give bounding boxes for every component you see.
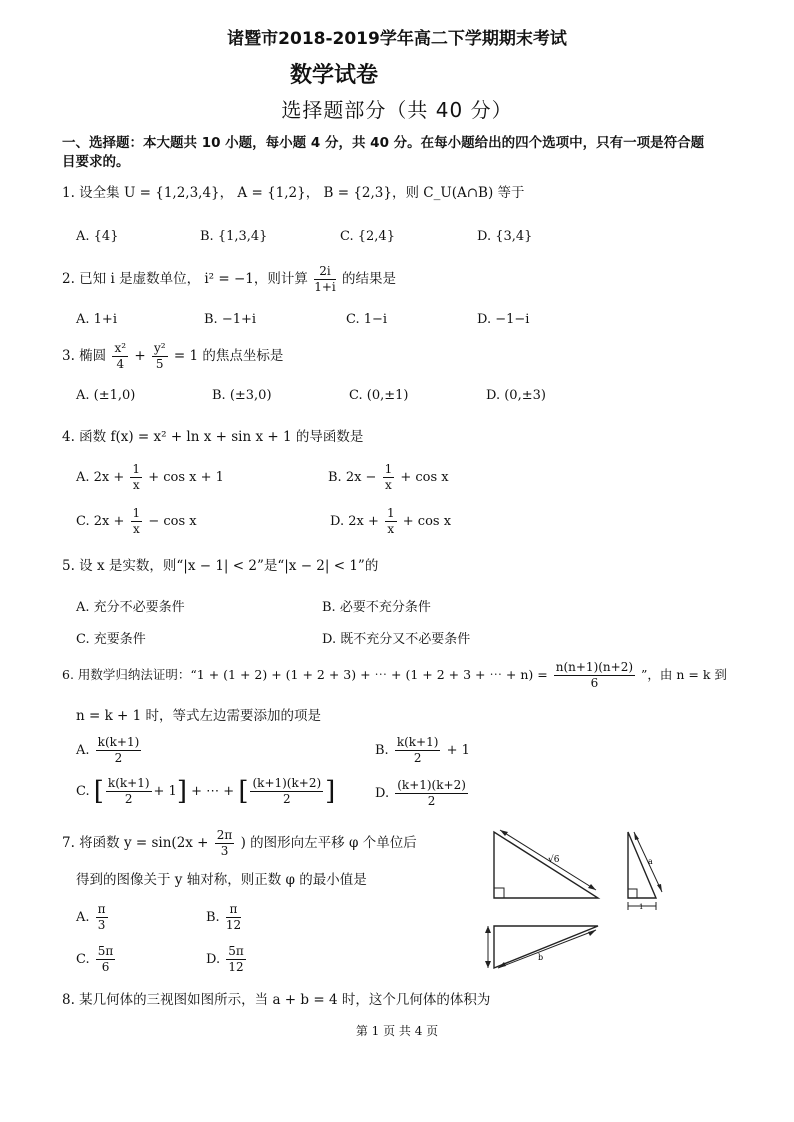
q2-text-after: 的结果是 <box>342 271 397 287</box>
q2-option-d: D. −1−i <box>477 312 530 327</box>
label-a: a <box>648 857 653 866</box>
question-8: 8. 某几何体的三视图如图所示，当 a + b = 4 时，这个几何体的体积为 <box>62 992 491 1008</box>
q3-f1-num: x² <box>114 341 127 355</box>
right-bracket-icon: ] <box>176 776 187 807</box>
q4-option-b <box>328 462 449 493</box>
q6-frac-den: 6 <box>590 676 599 690</box>
question-6-line2: n = k + 1 时，等式左边需要添加的项是 <box>76 708 322 724</box>
label-sqrt6: √6 <box>548 855 560 865</box>
q3-f2-num: y² <box>153 341 166 355</box>
q7-b-num: π <box>226 902 241 918</box>
q4-d-post: + cos x <box>402 514 452 529</box>
q4-a-fraction <box>130 462 142 493</box>
q2-option-a: A. 1+i <box>76 312 117 327</box>
q4-c-pre: C. 2x + <box>76 514 125 529</box>
q3-fraction-x <box>112 341 128 372</box>
part-title: 选择题部分（共 40 分） <box>281 98 513 122</box>
left-bracket-icon: [ <box>93 776 104 807</box>
q6-option-c <box>76 776 335 807</box>
q7-b-den: 12 <box>225 918 242 932</box>
q6-a-num: k(k+1) <box>97 735 140 749</box>
question-6 <box>62 660 727 691</box>
question-5: 5. 设 x 是实数，则“|x − 1| < 2”是“|x − 2| < 1”的 <box>62 558 379 574</box>
q4-d-fraction <box>385 506 397 537</box>
q7-option-a <box>76 902 110 933</box>
q4-a-pre: A. 2x + <box>76 470 125 485</box>
q6-option-a <box>76 735 143 766</box>
q3-option-a: A. (±1,0) <box>76 388 136 403</box>
q1-option-c: C. {2,4} <box>340 229 395 244</box>
q1-option-b: B. {1,3,4} <box>200 229 268 244</box>
q1-option-d: D. {3,4} <box>477 229 533 244</box>
q6-b-label: B. <box>375 743 389 758</box>
q3-fraction-y <box>152 341 168 372</box>
q6-a-den: 2 <box>114 751 123 765</box>
q5-option-a: A. 充分不必要条件 <box>76 600 185 615</box>
question-4: 4. 函数 f(x) = x² + ln x + sin x + 1 的导函数是 <box>62 429 364 445</box>
right-bracket-icon: ] <box>325 776 336 807</box>
q4-d-den: x <box>387 522 395 536</box>
q6-text-after: ”，由 n = k 到 <box>641 667 727 682</box>
q7-d-den: 12 <box>228 960 244 974</box>
q4-a-den: x <box>132 478 140 492</box>
question-2 <box>62 264 396 295</box>
q7-frac-den: 3 <box>220 844 229 858</box>
page-footer: 第 1 页 共 4 页 <box>355 1024 439 1038</box>
question-7 <box>62 828 417 859</box>
q7-a-fraction <box>96 902 108 933</box>
q6-c-fraction-2 <box>250 776 323 807</box>
q4-b-pre: B. 2x − <box>328 470 377 485</box>
q2-fraction <box>314 264 336 295</box>
q7-text-before: 7. 将函数 y = sin(2x + <box>62 835 209 851</box>
question-1: 1. 设全集 U = {1,2,3,4}， A = {1,2}， B = {2,3}，则 C_U(A∩B) 等于 <box>62 185 525 201</box>
q3-option-c: C. (0,±1) <box>349 388 409 403</box>
top-view <box>485 926 598 968</box>
left-bracket-icon: [ <box>238 776 249 807</box>
q6-b-fraction <box>395 735 441 766</box>
q3-plus: + <box>134 348 146 364</box>
question-7-line2: 得到的图像关于 y 轴对称，则正数 φ 的最小值是 <box>76 872 367 888</box>
q7-d-label: D. <box>206 952 221 967</box>
q4-option-d <box>330 506 451 537</box>
q4-b-den: x <box>385 478 392 492</box>
three-view-figure <box>476 822 684 980</box>
q4-d-num: 1 <box>387 506 395 520</box>
q6-text-before: 6. 用数学归纳法证明：“1 + (1 + 2) + (1 + 2 + 3) + ⋯ + (1 + 2 + 3 + ⋯ + n) = <box>62 667 548 682</box>
q2-option-b: B. −1+i <box>204 312 257 327</box>
exam-title: 诸暨市2018-2019学年高二下学期期末考试 <box>227 29 567 49</box>
q7-c-label: C. <box>76 952 90 967</box>
side-view <box>628 832 662 911</box>
q6-c-num1: k(k+1) <box>107 776 150 790</box>
q6-c-label: C. <box>76 784 90 799</box>
q4-b-post: + cos x <box>400 470 449 485</box>
front-view <box>494 830 598 898</box>
q7-b-label: B. <box>206 910 220 925</box>
q7-c-num: 5π <box>97 944 114 958</box>
q3-f1-den: 4 <box>116 357 125 371</box>
q7-d-num: 5π <box>228 944 244 958</box>
q5-option-c: C. 充要条件 <box>76 632 146 647</box>
q6-option-b <box>375 735 470 766</box>
q6-c-fraction-1 <box>106 776 152 807</box>
q6-d-num: (k+1)(k+2) <box>397 778 466 792</box>
q4-c-num: 1 <box>132 506 141 520</box>
q6-a-fraction <box>96 735 142 766</box>
q7-c-den: 6 <box>101 960 110 974</box>
q6-d-label: D. <box>375 786 390 801</box>
q7-frac-num: 2π <box>216 828 233 842</box>
q6-option-d <box>375 778 470 809</box>
q6-a-label: A. <box>76 743 90 758</box>
q5-option-d: D. 既不充分又不必要条件 <box>322 632 471 647</box>
q7-fraction <box>215 828 235 859</box>
q4-d-pre: D. 2x + <box>330 514 379 529</box>
q2-text-before: 2. 已知 i 是虚数单位， i² = −1，则计算 <box>62 271 308 287</box>
q6-d-den: 2 <box>427 794 436 808</box>
q5-option-b: B. 必要不充分条件 <box>322 600 431 615</box>
section-heading-line1: 一、选择题：本大题共 10 小题，每小题 4 分，共 40 分。在每小题给出的四个选项中，只有一项是符合题 <box>62 135 705 151</box>
q2-frac-den: 1+i <box>314 280 336 294</box>
q3-f2-den: 5 <box>155 357 164 371</box>
q4-option-c <box>76 506 197 537</box>
q6-b-num: k(k+1) <box>396 735 439 749</box>
q2-option-c: C. 1−i <box>346 312 388 327</box>
question-3 <box>62 341 283 372</box>
label-1: 1 <box>639 903 644 911</box>
q3-text-before: 3. 椭圆 <box>62 348 107 364</box>
q7-d-fraction <box>226 944 246 975</box>
q7-a-num: π <box>97 902 106 916</box>
q7-option-c <box>76 944 117 975</box>
q7-c-fraction <box>96 944 116 975</box>
q2-frac-num: 2i <box>314 264 336 280</box>
subject-title: 数学试卷 <box>290 63 379 88</box>
section-heading-line2: 目要求的。 <box>62 154 130 170</box>
q3-option-b: B. (±3,0) <box>212 388 272 403</box>
q4-c-fraction <box>131 506 143 537</box>
q4-b-num: 1 <box>384 462 393 476</box>
q7-a-den: 3 <box>97 918 106 932</box>
q7-option-b <box>206 902 243 933</box>
q4-a-num: 1 <box>132 462 141 476</box>
q7-a-label: A. <box>76 910 90 925</box>
q3-text-after: = 1 的焦点坐标是 <box>173 348 284 364</box>
q3-option-d: D. (0,±3) <box>486 388 546 403</box>
q6-c-mid: + ⋯ + <box>191 784 235 799</box>
q4-c-den: x <box>132 522 140 536</box>
q4-b-fraction <box>383 462 395 493</box>
q7-option-d <box>206 944 248 975</box>
q6-frac-num: n(n+1)(n+2) <box>555 660 634 674</box>
q6-b-post: + 1 <box>446 743 470 758</box>
q6-c-plus1: + 1 <box>153 784 177 799</box>
label-b: b <box>538 953 544 962</box>
q6-d-fraction <box>395 778 468 809</box>
q4-a-post: + cos x + 1 <box>148 470 224 485</box>
q6-c-den1: 2 <box>124 792 133 806</box>
q4-c-post: − cos x <box>148 514 197 529</box>
q7-text-after: ) 的图形向左平移 φ 个单位后 <box>240 835 417 851</box>
q7-b-fraction <box>226 902 241 933</box>
q4-option-a <box>76 462 224 493</box>
q6-fraction <box>554 660 635 691</box>
q1-option-a: A. {4} <box>76 229 119 244</box>
q6-b-den: 2 <box>413 751 422 765</box>
q6-c-num2: (k+1)(k+2) <box>252 776 322 790</box>
q6-c-den2: 2 <box>282 792 291 806</box>
